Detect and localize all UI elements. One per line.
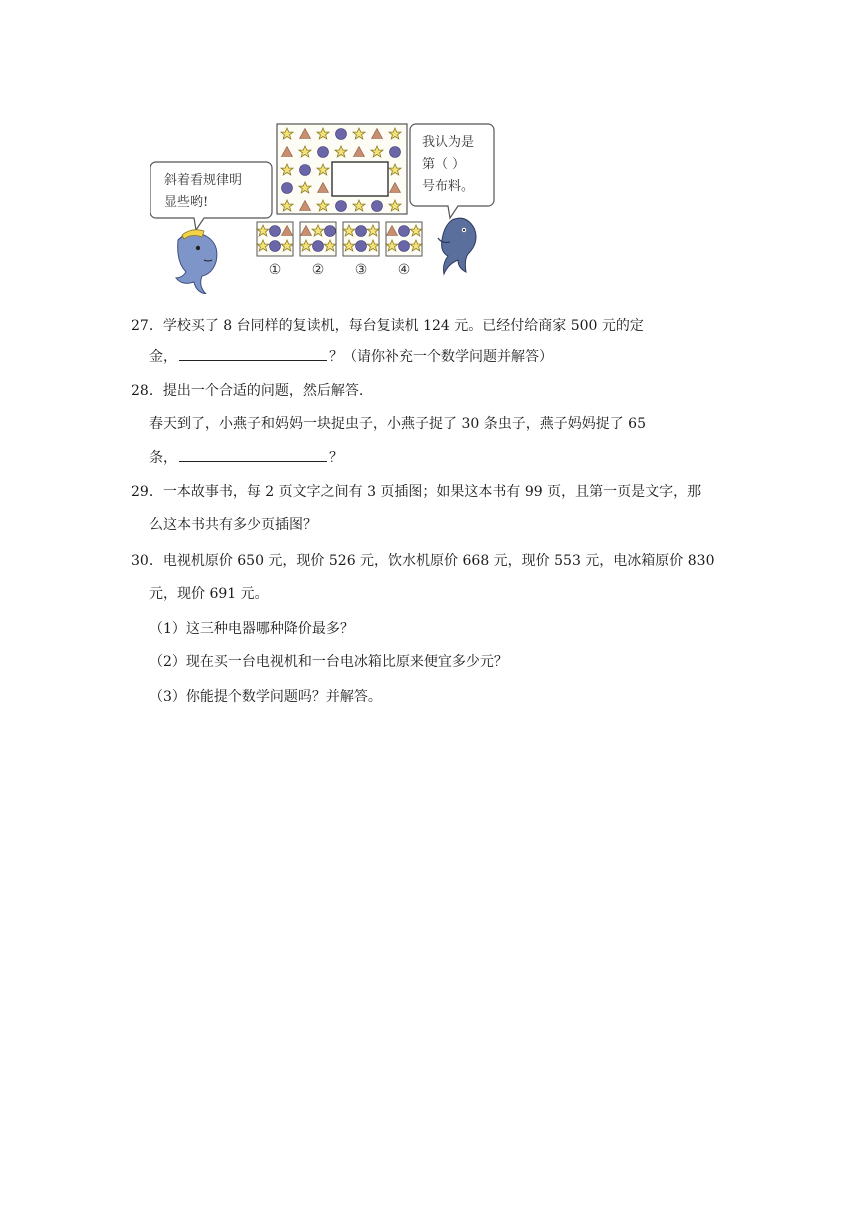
dolphin-left-icon xyxy=(176,230,217,294)
right-bubble-line3: 号布料。 xyxy=(422,179,475,194)
q28-line3-pre: 条， xyxy=(149,450,177,466)
q29-line1: 29．一本故事书，每 2 页文字之间有 3 页插图；如果这本书有 99 页，且第一页是文字，那 xyxy=(131,484,702,500)
dolphin-right-icon xyxy=(438,218,476,274)
q30-sub1: （1）这三种电器哪种降价最多？ xyxy=(149,621,354,637)
option-label-1: ① xyxy=(268,262,282,278)
q27-answer-blank[interactable] xyxy=(179,346,327,361)
option-label-2: ② xyxy=(311,262,325,278)
q28-line1: 28．提出一个合适的问题，然后解答. xyxy=(131,383,364,399)
q27-line2 xyxy=(149,346,553,367)
pattern-figure xyxy=(150,112,496,294)
pattern-figure-svg xyxy=(150,112,496,294)
left-bubble-line1: 斜着看规律明 xyxy=(164,173,243,188)
option-label-4: ④ xyxy=(397,262,411,278)
q30-sub3: （3）你能提个数学问题吗？并解答。 xyxy=(149,689,382,705)
option-label-3: ③ xyxy=(354,262,368,278)
q29-line2: 么这本书共有多少页插图？ xyxy=(149,517,317,533)
q27-line2-pre: 金， xyxy=(149,349,177,365)
q27-line2-post: ？（请你补充一个数学问题并解答） xyxy=(329,349,553,365)
q28-answer-blank[interactable] xyxy=(179,447,327,462)
right-bubble-line1: 我认为是 xyxy=(422,135,475,150)
q27-line1: 27．学校买了 8 台同样的复读机，每台复读机 124 元。已经付给商家 500 元的定 xyxy=(131,318,644,334)
right-bubble-line2: 第（ ） xyxy=(422,157,466,172)
q28-line2: 春天到了，小燕子和妈妈一块捉虫子，小燕子捉了 30 条虫子，燕子妈妈捉了 65 xyxy=(149,416,646,432)
missing-piece-box xyxy=(332,162,388,196)
option-pieces xyxy=(257,222,422,256)
left-bubble-line2: 显些哟! xyxy=(164,195,209,210)
q30-sub2: （2）现在买一台电视机和一台电冰箱比原来便宜多少元？ xyxy=(149,654,508,670)
q30-line1: 30．电视机原价 650 元，现价 526 元，饮水机原价 668 元，现价 553 元，电冰箱原价 830 xyxy=(131,553,715,569)
q30-line2: 元，现价 691 元。 xyxy=(149,586,269,602)
q28-line3-post: ？ xyxy=(329,450,343,466)
q28-line3 xyxy=(149,447,343,468)
